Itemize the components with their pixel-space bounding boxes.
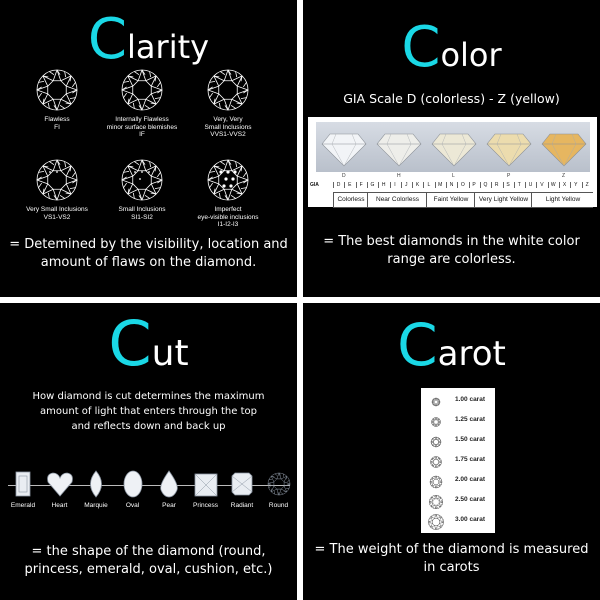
carat-size-row: [421, 413, 495, 433]
clarity-grade-5: [183, 158, 273, 229]
gia-color-chart: [308, 117, 597, 207]
clarity-grade-line2: Small Inclusions: [204, 123, 252, 131]
round-diamond-icon: [421, 453, 451, 473]
cut-shape-label: Princess: [193, 502, 218, 509]
gia-scale-letter: Z: [582, 182, 592, 188]
clarity-grade-1: [97, 68, 187, 139]
clarity-grade-0: [12, 68, 102, 131]
round-diamond-icon: [206, 158, 250, 202]
gia-scale-letter: O: [457, 182, 467, 188]
carat-panel: [303, 303, 600, 600]
clarity-grade-line3: IF: [139, 131, 145, 138]
round-diamond-icon: [421, 393, 451, 413]
carat-size-label: 3.00 carat: [455, 516, 485, 523]
round-diamond-icon: [120, 158, 164, 202]
princess-cut-icon: [190, 469, 222, 499]
carat-title: [303, 311, 600, 379]
gia-scale-letter: W: [548, 182, 558, 188]
gia-scale-letter: N: [446, 182, 456, 188]
gia-scale-letter: Q: [480, 182, 490, 188]
gia-scale-letter: S: [503, 182, 513, 188]
carat-size-row: [421, 433, 495, 453]
clarity-grade-line2: FI: [54, 123, 60, 131]
cut-shape-label: Emerald: [10, 502, 36, 509]
round-diamond-icon: [421, 513, 451, 533]
color-range-cell: Light Yellow: [531, 193, 594, 207]
gia-scale-letter: U: [525, 182, 535, 188]
cut-shape-0: [5, 469, 41, 509]
gia-scale-letter: P: [469, 182, 479, 188]
cut-shape-7: [261, 469, 297, 509]
color-photo-letter: Z: [562, 173, 566, 179]
clarity-grade-line2: eye-visible inclusions: [197, 213, 259, 221]
carat-size-chart: [421, 388, 495, 533]
color-diamond-photo: [316, 122, 590, 172]
cut-panel: [0, 303, 297, 600]
pear-cut-icon: [153, 469, 185, 499]
gia-scale-letter: L: [423, 182, 433, 188]
cut-title: [0, 307, 297, 380]
round-diamond-icon: [206, 68, 250, 112]
carat-size-label: 2.50 carat: [455, 496, 485, 503]
oval-cut-icon: [117, 469, 149, 499]
gia-scale-letter: V: [536, 182, 546, 188]
clarity-title-rest: larity: [127, 28, 210, 66]
clarity-grade-4: [97, 158, 187, 221]
color-diamond-row-image: [316, 122, 590, 172]
color-photo-letter: D: [342, 173, 346, 179]
carat-title-rest: arot: [437, 334, 506, 374]
clarity-title-initial: C: [87, 7, 128, 72]
clarity-grade-line1: Imperfect: [214, 206, 242, 213]
clarity-grade-3: [12, 158, 102, 221]
color-photo-letter: H: [397, 173, 401, 179]
clarity-title: [0, 7, 297, 72]
color-range-cell: Faint Yellow: [426, 193, 475, 207]
color-sample-diamond: [487, 134, 531, 166]
heart-cut-icon: [44, 469, 76, 499]
gia-scale-letter: K: [412, 182, 422, 188]
carat-size-label: 2.00 carat: [455, 476, 485, 483]
clarity-grade-line1: Very, Very: [213, 116, 243, 123]
emerald-cut-icon: [7, 469, 39, 499]
cut-shape-row: [0, 463, 297, 513]
gia-scale-letter: X: [559, 182, 569, 188]
cut-shape-label: Round: [268, 502, 289, 509]
cut-caption: = the shape of the diamond (round, princess, emerald, oval, cushion, etc.): [24, 544, 273, 577]
clarity-grade-line2: SI1-SI2: [131, 213, 153, 221]
color-title: [303, 15, 600, 80]
carat-size-row: [421, 493, 495, 513]
round-cut-icon: [263, 469, 295, 499]
cut-shape-label: Heart: [51, 502, 68, 509]
color-range-cell: Very Light Yellow: [474, 193, 532, 207]
color-range-cell: Colorless: [333, 193, 368, 207]
gia-scale-letter: Y: [570, 182, 580, 188]
carat-size-label: 1.50 carat: [455, 436, 485, 443]
round-diamond-icon: [35, 68, 79, 112]
cut-shape-2: [78, 469, 114, 509]
clarity-grade-2: [183, 68, 273, 139]
clarity-grade-line1: Internally Flawless: [115, 116, 169, 123]
carat-caption: = The weight of the diamond is measured in carots: [314, 542, 589, 575]
carat-size-row: [421, 513, 495, 533]
carat-size-label: 1.25 carat: [455, 416, 485, 423]
clarity-grade-line3: VVS1-VVS2: [210, 131, 246, 138]
cut-shape-label: Marquie: [84, 502, 108, 509]
round-diamond-icon: [421, 493, 451, 513]
clarity-grade-line3: I1-I2-I3: [217, 221, 239, 228]
carat-size-label: 1.75 carat: [455, 456, 485, 463]
clarity-grade-line2: VS1-VS2: [43, 213, 71, 221]
round-diamond-icon: [421, 433, 451, 453]
marquise-cut-icon: [80, 469, 112, 499]
color-sample-diamond: [432, 134, 476, 166]
round-diamond-icon: [421, 413, 451, 433]
gia-scale-label: GIA: [310, 182, 319, 188]
round-diamond-icon: [421, 473, 451, 493]
gia-scale-letter: R: [491, 182, 501, 188]
gia-scale-letter: F: [356, 182, 366, 188]
clarity-caption: = Detemined by the visibility, location and amount of flaws on the diamond.: [9, 237, 288, 270]
color-title-rest: olor: [440, 36, 502, 74]
color-range-cell: Near Colorless: [367, 193, 427, 207]
round-diamond-icon: [120, 68, 164, 112]
color-sample-diamond: [377, 134, 421, 166]
cut-shape-3: [115, 469, 151, 509]
color-photo-letter: P: [507, 173, 511, 179]
gia-scale-letter: T: [514, 182, 524, 188]
clarity-grade-line2: minor surface blemishes: [106, 123, 178, 131]
cut-shape-label: Oval: [125, 502, 140, 509]
color-caption: = The best diamonds in the white color range are colorless.: [323, 234, 580, 267]
color-range-row: [333, 192, 593, 208]
cut-shape-4: [151, 469, 187, 509]
color-title-initial: C: [401, 15, 441, 80]
round-diamond-icon: [35, 158, 79, 202]
color-subtitle: GIA Scale D (colorless) - Z (yellow): [343, 91, 560, 106]
cut-shape-label: Radiant: [230, 502, 254, 509]
gia-scale-letter: D: [333, 182, 343, 188]
cut-shape-6: [224, 469, 260, 509]
radiant-cut-icon: [226, 469, 258, 499]
cut-shape-5: [188, 469, 224, 509]
clarity-grade-line1: Small Inclusions: [118, 206, 166, 213]
carat-size-row: [421, 473, 495, 493]
gia-scale-letter: I: [390, 182, 400, 188]
gia-scale-letter: G: [367, 182, 377, 188]
gia-scale-letter: E: [344, 182, 354, 188]
cut-title-rest: ut: [151, 333, 189, 374]
carat-size-row: [421, 393, 495, 413]
color-panel: [303, 0, 600, 297]
cut-shape-label: Pear: [162, 502, 176, 509]
color-sample-diamond: [542, 134, 586, 166]
gia-scale-letter: J: [401, 182, 411, 188]
carat-title-initial: C: [397, 311, 438, 379]
cut-title-initial: C: [108, 307, 152, 380]
color-photo-letter: L: [452, 173, 455, 179]
clarity-panel: [0, 0, 297, 297]
color-sample-diamond: [322, 134, 366, 166]
color-photo-letters: [316, 173, 590, 181]
gia-scale-letter: H: [378, 182, 388, 188]
gia-scale-letter: M: [435, 182, 445, 188]
cut-shape-1: [42, 469, 78, 509]
carat-size-row: [421, 453, 495, 473]
cut-description: How diamond is cut determines the maximum amount of light that enters through the top and reflects down and back up: [32, 391, 265, 432]
carat-size-label: 1.00 carat: [455, 396, 485, 403]
clarity-grade-line1: Very Small Inclusions: [26, 206, 88, 213]
clarity-grade-line1: Flawless: [44, 116, 70, 123]
